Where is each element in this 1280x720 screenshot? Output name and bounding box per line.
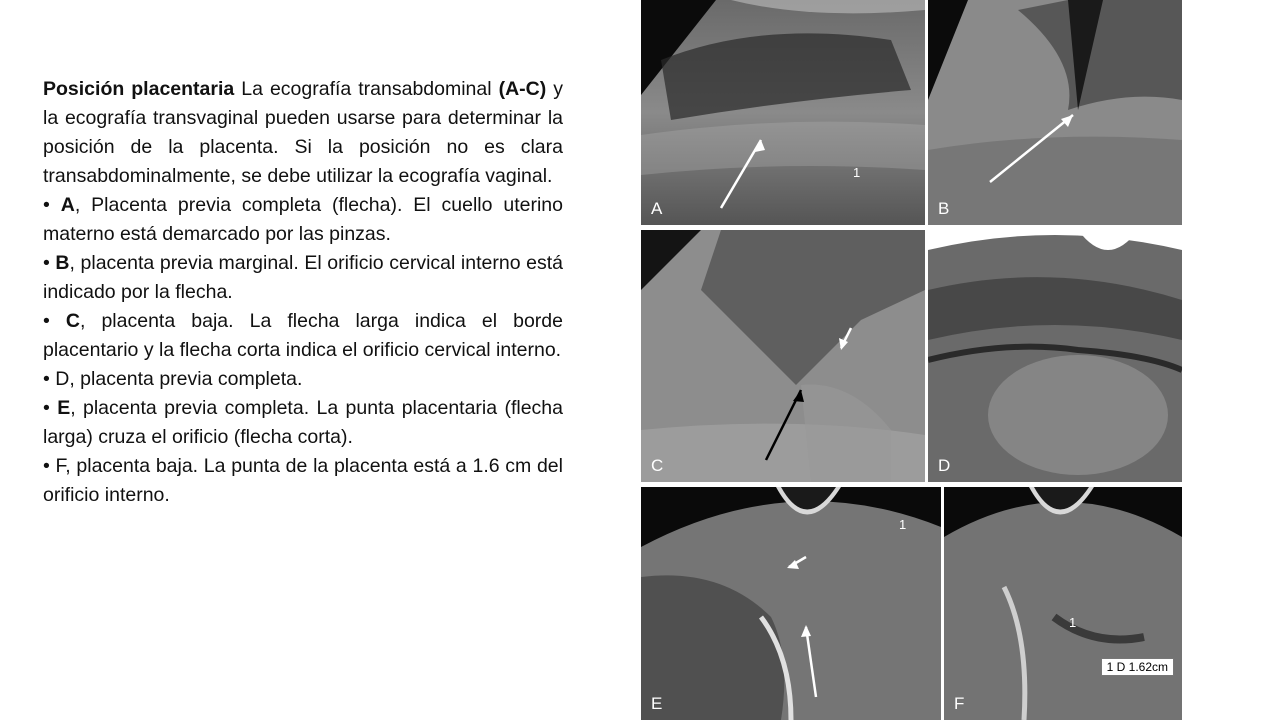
- panel-label-f: F: [954, 694, 965, 713]
- caption-text: [43, 75, 563, 510]
- ultrasound-panel-e: [641, 487, 941, 720]
- bullet-e: [43, 394, 563, 452]
- intro-heading: Posición placentaria: [43, 78, 235, 100]
- ultrasound-image-d: [928, 230, 1182, 482]
- ultrasound-panel-a: [641, 0, 925, 225]
- ultrasound-image-c: [641, 230, 925, 482]
- panel-label-e: E: [651, 694, 663, 713]
- bullet-text: , Placenta previa completa (flecha). El cuello uterino materno está demarcado por las pinzas.: [43, 194, 563, 245]
- bullet-f: [43, 452, 563, 510]
- ultrasound-image-b: [928, 0, 1182, 225]
- ultrasound-image-e: [641, 487, 941, 720]
- bullet-key: B: [55, 252, 70, 274]
- panel-label-b: B: [938, 199, 950, 218]
- intro-part1: La ecografía transabdominal: [234, 78, 499, 100]
- panel-label-a: A: [651, 199, 663, 218]
- panel-label-c: C: [651, 456, 664, 475]
- bullet-text: , placenta previa completa.: [69, 368, 303, 390]
- panel-label-d: D: [938, 456, 951, 475]
- ultrasound-image-a: [641, 0, 925, 225]
- bullet-c: [43, 307, 563, 365]
- intro-paragraph: [43, 75, 563, 191]
- marker-e: 1: [899, 517, 907, 532]
- bullet-a: [43, 191, 563, 249]
- bullet-marker: •: [43, 368, 56, 390]
- measurement-readout: 1 D 1.62cm: [1101, 658, 1174, 676]
- bullet-b: [43, 249, 563, 307]
- bullet-text: , placenta previa marginal. El orificio cervical interno está indicado por la flecha.: [43, 252, 563, 303]
- bullet-marker: •: [43, 252, 56, 274]
- bullet-d: [43, 365, 563, 394]
- bullet-text: , placenta previa completa. La punta placentaria (flecha larga) cruza el orificio (flecha corta).: [43, 397, 563, 448]
- marker-f: 1: [1069, 615, 1077, 630]
- bullet-text: , placenta baja. La flecha larga indica el borde placentario y la flecha corta indica el orificio cervical interno.: [43, 310, 563, 361]
- ultrasound-panel-b: [928, 0, 1182, 225]
- ultrasound-panel-f: [944, 487, 1182, 720]
- ultrasound-panel-c: [641, 230, 925, 482]
- bullet-key: D: [55, 368, 70, 390]
- bullet-marker: •: [43, 310, 66, 332]
- ultrasound-image-f: [944, 487, 1182, 720]
- intro-part2: y la ecografía transvaginal pueden usarse para determinar la posición de la placenta. Si la posición no es clara transabdominalmente, se debe utilizar la ecografía vaginal.: [43, 78, 564, 187]
- bullet-key: C: [65, 310, 80, 332]
- ultrasound-panel-d: [928, 230, 1182, 482]
- bullet-marker: •: [43, 455, 56, 477]
- bullet-marker: •: [43, 397, 58, 419]
- intro-bold-ac: (A-C): [498, 78, 547, 100]
- bullet-key: E: [57, 397, 71, 419]
- bullet-marker: •: [43, 194, 61, 216]
- marker-a: 1: [853, 165, 861, 180]
- bullet-key: F: [55, 455, 66, 477]
- bullet-text: , placenta baja. La punta de la placenta está a 1.6 cm del orificio interno.: [43, 455, 563, 506]
- bullet-key: A: [60, 194, 75, 216]
